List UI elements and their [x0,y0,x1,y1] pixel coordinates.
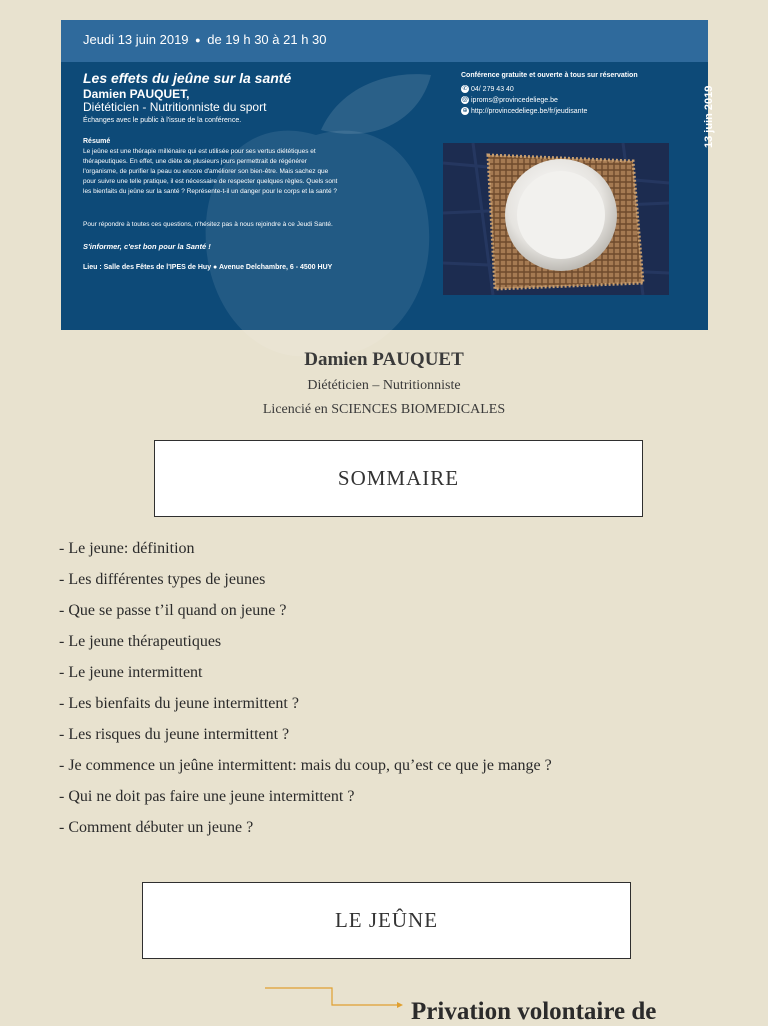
phone-text: 04/ 279 43 40 [471,85,514,93]
list-item: - Les risques du jeune intermittent ? [59,726,290,743]
slogan: S'informer, c'est bon pour la Santé ! [83,242,211,251]
phone-icon: ✆ [462,86,468,92]
at-icon: @ [461,97,469,103]
list-item: - Le jeune: définition [59,540,195,557]
talk-speaker: Damien PAUQUET, [83,87,190,101]
info-title: Conférence gratuite et ouverte à tous sur réservation [461,72,638,79]
bowl-illustration [443,143,669,295]
list-item: - Que se passe t’il quand on jeune ? [59,602,287,619]
le-jeune-heading-box [142,882,631,959]
conference-banner [61,20,715,330]
email-link[interactable]: iproms@provincedeliege.be [471,96,558,104]
resume-text: Le jeûne est une thérapie millénaire qui est utilisée pour ses vertus diététiques et thérapeutiques. En effet, une diète de plusieurs jours permettrait de régénérer l'organisme, de purifier la peau ou encore d'améliorer son bien-être. Mais sachez que pour suivre une telle pratique, il est nécessaire de respecter quelques règles. Quels sont les bienfaits du jeûne sur la santé ? Représente-t-il un danger pour le corps et la santé ? [83,148,338,195]
list-item: - Je commence un jeûne intermittent: mais du coup, qu’est ce que je mange ? [59,757,552,774]
list-item: - Le jeune intermittent [59,664,203,681]
globe-icon: ⊕ [462,108,468,114]
list-item: - Qui ne doit pas faire une jeune intermittent ? [59,788,355,805]
speaker-role: Diététicien – Nutritionniste [307,378,461,393]
table-of-contents [59,538,552,848]
venue: Lieu : Salle des Fêtes de l'IPES de Huy ● Avenue Delchambre, 6 - 4500 HUY [83,264,333,271]
website-line[interactable] [461,107,587,115]
definition-text: Privation volontaire de [411,998,657,1025]
bullet-icon: ● [195,35,201,45]
side-date: 13 juin 2019 [703,85,715,148]
talk-title: Les effets du jeûne sur la santé [83,70,292,86]
talk-role: Diététicien - Nutritionniste du sport [83,100,267,114]
list-item: - Le jeune thérapeutiques [59,633,222,650]
phone-line [461,85,514,93]
list-item: - Les bienfaits du jeune intermittent ? [59,695,299,712]
banner-date-bar [61,20,708,62]
arrow-icon [265,985,405,1011]
website-link[interactable]: http://provincedeliege.be/fr/jeudisante [471,107,588,115]
banner-time-text: de 19 h 30 à 21 h 30 [207,32,327,47]
banner-date [83,32,327,47]
list-item: - Comment débuter un jeune ? [59,819,254,836]
answer-text: Pour répondre à toutes ces questions, n'hésitez pas à nous rejoindre à ce Jeudi Santé. [83,221,333,228]
speaker-degree: Licencié en SCIENCES BIOMEDICALES [262,402,506,417]
sommaire-heading-box [154,440,643,517]
resume-heading: Résumé [83,138,111,145]
list-item: - Les différentes types de jeunes [59,571,266,588]
empty-bowl-photo [443,143,669,295]
email-line[interactable] [461,96,558,104]
sommaire-title: SOMMAIRE [337,466,460,490]
speaker-name: Damien PAUQUET [304,349,464,370]
le-jeune-title: LE JEÛNE [334,908,439,932]
banner-date-text: Jeudi 13 juin 2019 [83,32,189,47]
talk-exchange-note: Échanges avec le public à l'issue de la conférence. [83,117,242,124]
